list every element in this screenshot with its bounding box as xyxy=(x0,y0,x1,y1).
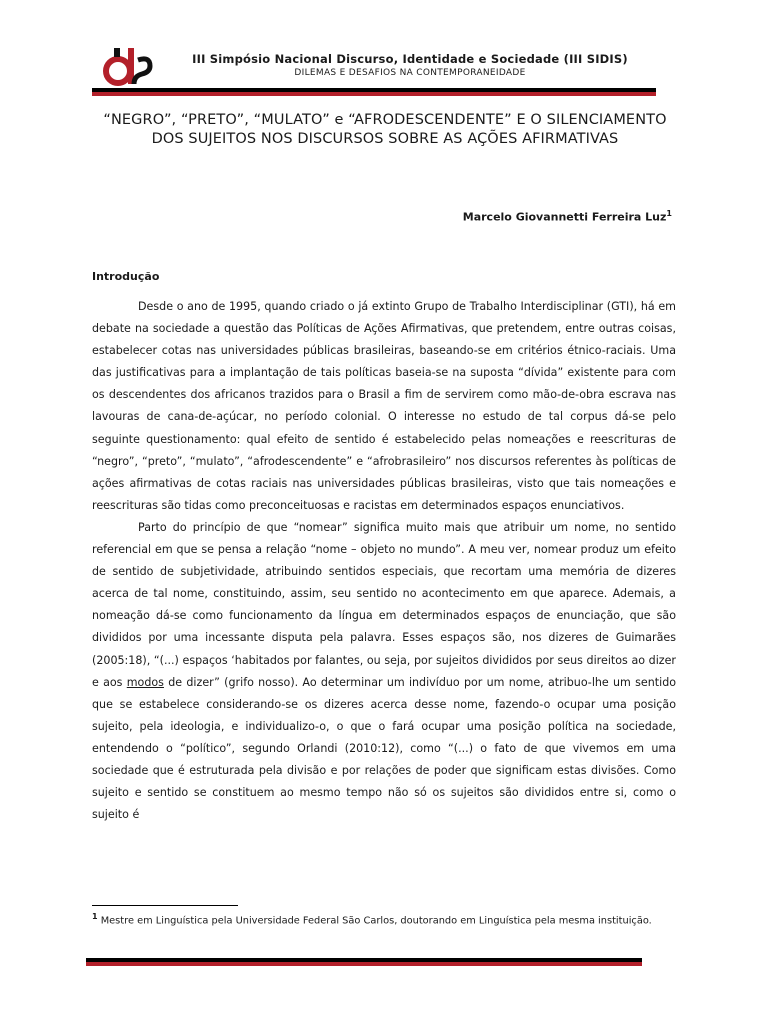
paragraph-2-part-2: de dizer” (grifo nosso). Ao determinar um indivíduo por um nome, atribuo-lhe um sentido que se estabelece considerando-se os dizeres acerca desse nome, fazendo-o ocupar uma posição sujeito, pela ideologia, e individualizo-o, o que o fará ocupar uma posição política na sociedade, entendendo o “político”, segundo Orlandi (2010:12), como “(...) o fato de que vivemos em uma sociedade que é estruturada pela divisão e por relações de poder que significam estas divisões. Como sujeito e sentido se constituem ao mesmo tempo não só os sujeitos são divididos entre si, como o sujeito é xyxy=(92,675,677,822)
footnote xyxy=(92,910,672,927)
paragraph-1: Desde o ano de 1995, quando criado o já extinto Grupo de Trabalho Interdisciplinar (GTI), há em debate na sociedade a questão das Políticas de Ações Afirmativas, que pretendem, entre outras coisas, estabelecer cotas nas universidades públicas brasileiras, baseando-se em critérios étnico-raciais. Uma das justificativas para a implantação de tais políticas baseia-se na suposta “dívida” existente para com os descendentes dos africanos trazidos para o Brasil a fim de servirem como mão-de-obra escrava nas lavouras de cana-de-açúcar, no período colonial. O interesse no estudo de tal corpus dá-se pelo seguinte questionamento: qual efeito de sentido é estabelecido pelas nomeações e reescrituras de “negro”, “preto”, “mulato”, “afrodescendente” e “afrobrasileiro” nos discursos referentes às políticas de ações afirmativas de cotas raciais nas universidades públicas brasileiras, visto que tais nomeações e reescrituras são tidas como preconceituosas e racistas em determinados espaços enunciativos. xyxy=(92,300,676,512)
underlined-word: modos xyxy=(126,675,164,689)
logo-text: dis xyxy=(100,86,102,87)
paper-title: “NEGRO”, “PRETO”, “MULATO” e “AFRODESCENDENTE” E O SILENCIAMENTO DOS SUJEITOS NOS DISCURSOS SOBRE AS AÇÕES AFIRMATIVAS xyxy=(103,112,667,147)
section-heading: Introdução xyxy=(92,270,160,283)
footnote-text: Mestre em Linguística pela Universidade Federal São Carlos, doutorando em Linguística pela mesma instituição. xyxy=(100,915,652,927)
footnote-rule xyxy=(92,905,238,906)
footnote-mark: 1 xyxy=(92,912,98,921)
author-line xyxy=(300,209,672,224)
conference-title: III Simpósio Nacional Discurso, Identidade e Sociedade (III SIDIS) xyxy=(192,52,628,66)
paragraph-2-part-1: Parto do princípio de que “nomear” significa muito mais que atribuir um nome, no sentido referencial em que se pensa a relação “nome – objeto no mundo”. A meu ver, nomear produz um efeito de sentido de subjetividade, atribuindo sentidos especiais, que recortam uma memória de dizeres acerca de tal nome, constituindo, assim, seu sentido no acontecimento em que aparece. Ademais, a nomeação dá-se como funcionamento da língua em determinados espaços de enunciação, que são divididos por uma incessante disputa pela palavra. Esses espaços são, nos dizeres de Guimarães (2005:18), “(...) espaços ‘habitados por falantes, ou seja, por sujeitos divididos por seus direitos ao dizer e aos xyxy=(92,520,676,689)
sidis-logo xyxy=(96,44,154,88)
author-footnote-mark: 1 xyxy=(666,209,672,218)
header-rule-red xyxy=(92,92,656,96)
author-name: Marcelo Giovannetti Ferreira Luz xyxy=(462,210,667,224)
body-text xyxy=(92,296,676,826)
conference-subtitle: DILEMAS E DESAFIOS NA CONTEMPORANEIDADE xyxy=(294,68,526,78)
paragraph-2 xyxy=(92,517,676,826)
footer-rule-red xyxy=(86,962,642,966)
